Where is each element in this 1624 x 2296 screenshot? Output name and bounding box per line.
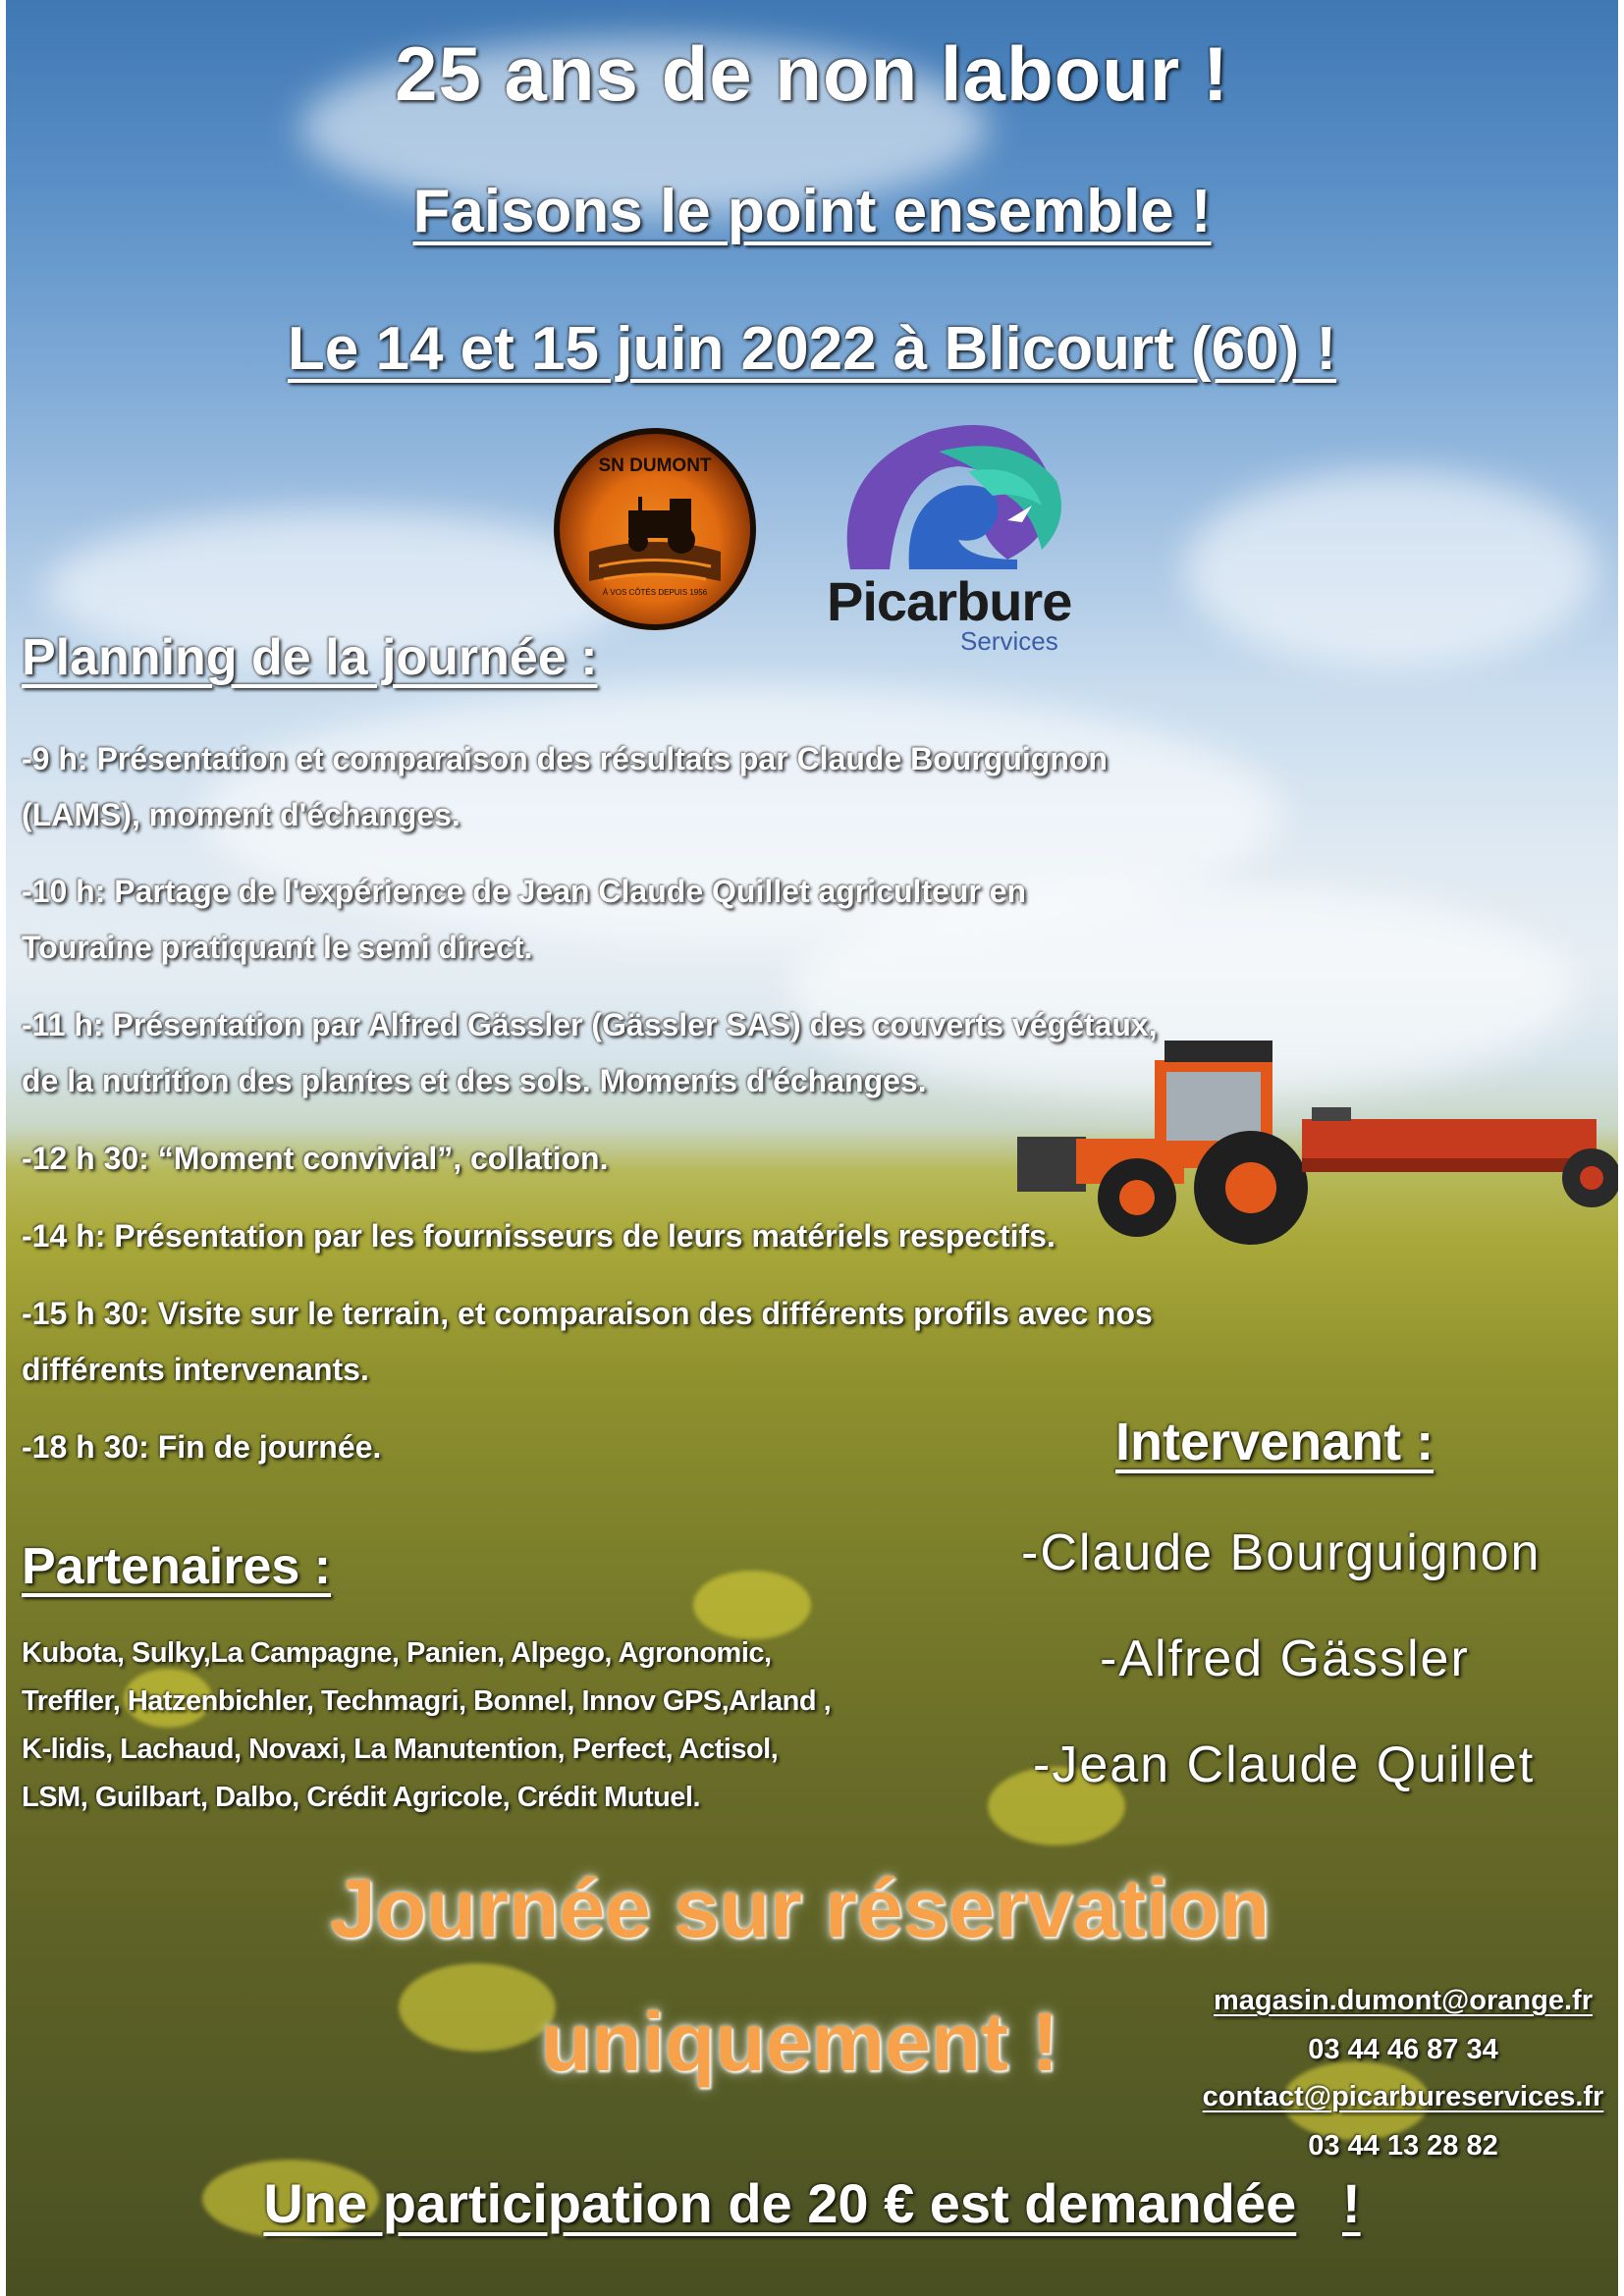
planning-item: -12 h 30: “Moment convivial”, collation. bbox=[22, 1141, 609, 1176]
subtitle-text: Faisons le point ensemble ! bbox=[412, 178, 1212, 245]
planning-item: -14 h: Présentation par les fournisseurs de leurs matériels respectifs. bbox=[22, 1218, 1056, 1254]
participation-exclamation: ! bbox=[1341, 2172, 1361, 2234]
flower-decoration bbox=[693, 1571, 811, 1639]
speaker-name: -Claude Bourguignon bbox=[1021, 1524, 1542, 1581]
partners-line: Treffler, Hatzenbichler, Techmagri, Bonnel, Innov GPS,Arland , bbox=[22, 1685, 832, 1717]
picarbure-logo-services: Services bbox=[960, 626, 1058, 656]
partners-line: LSM, Guilbart, Dalbo, Crédit Agricole, Crédit Mutuel. bbox=[22, 1782, 701, 1813]
planning-heading bbox=[22, 628, 598, 687]
planning-item: -10 h: Partage de l'expérience de Jean Claude Quillet agriculteur en bbox=[22, 874, 1027, 909]
dumont-logo-tagline: À VOS CÔTÉS DEPUIS 1956 bbox=[602, 588, 708, 597]
picarbure-logo bbox=[821, 412, 1086, 658]
planning-item: différents intervenants. bbox=[22, 1352, 369, 1387]
planning-item: -15 h 30: Visite sur le terrain, et comparaison des différents profils avec nos bbox=[22, 1296, 1153, 1331]
partners-heading bbox=[22, 1537, 331, 1596]
dumont-phone: 03 44 46 87 34 bbox=[1308, 2034, 1498, 2065]
sn-dumont-logo bbox=[554, 428, 756, 630]
planning-item: -18 h 30: Fin de journée. bbox=[22, 1429, 382, 1465]
planning-item: (LAMS), moment d'échanges. bbox=[22, 797, 460, 832]
speakers-heading-text: Intervenant : bbox=[1115, 1413, 1435, 1471]
poster-title: 25 ans de non labour ! bbox=[395, 30, 1229, 117]
planning-item: Touraine pratiquant le semi direct. bbox=[22, 930, 533, 965]
date-text: Le 14 et 15 juin 2022 à Blicourt (60) ! bbox=[287, 315, 1337, 383]
cloud-decoration bbox=[1184, 471, 1597, 667]
dumont-email-link[interactable]: magasin.dumont@orange.fr bbox=[1214, 1985, 1593, 2016]
participation-text: Une participation de 20 € est demandée bbox=[263, 2172, 1297, 2234]
speakers-heading bbox=[1115, 1412, 1434, 1472]
picarbure-logo-name: Picarbure bbox=[827, 570, 1072, 632]
partners-heading-text: Partenaires : bbox=[22, 1538, 332, 1595]
tractor-seeder-illustration bbox=[1017, 1021, 1618, 1256]
picarbure-email-link[interactable]: contact@picarbureservices.fr bbox=[1202, 2081, 1604, 2112]
poster-subtitle bbox=[6, 177, 1618, 246]
picarbure-phone: 03 44 13 28 82 bbox=[1308, 2130, 1498, 2162]
event-poster bbox=[6, 0, 1618, 2296]
flower-decoration bbox=[399, 1963, 556, 2052]
planning-item: de la nutrition des plantes et des sols. Moments d'échanges. bbox=[22, 1063, 927, 1098]
planning-item: -11 h: Présentation par Alfred Gässler (Gässler SAS) des couverts végétaux, bbox=[22, 1007, 1158, 1042]
booking-line-1: Journée sur réservation bbox=[330, 1862, 1271, 1954]
planning-item: -9 h: Présentation et comparaison des résultats par Claude Bourguignon bbox=[22, 741, 1108, 776]
planning-heading-text: Planning de la journée : bbox=[22, 629, 598, 686]
speaker-name: -Jean Claude Quillet bbox=[1033, 1736, 1536, 1793]
speaker-name: -Alfred Gässler bbox=[1100, 1630, 1470, 1687]
partners-line: Kubota, Sulky,La Campagne, Panien, Alpego, Agronomic, bbox=[22, 1637, 772, 1669]
dumont-logo-text: SN DUMONT bbox=[598, 455, 712, 476]
picarbure-swirl-icon bbox=[821, 412, 1086, 579]
participation-notice bbox=[6, 2171, 1618, 2235]
partners-line: K-lidis, Lachaud, Novaxi, La Manutention, Perfect, Actisol, bbox=[22, 1734, 779, 1765]
booking-line-2: uniquement ! bbox=[541, 1996, 1059, 2088]
event-date-line bbox=[6, 314, 1618, 384]
